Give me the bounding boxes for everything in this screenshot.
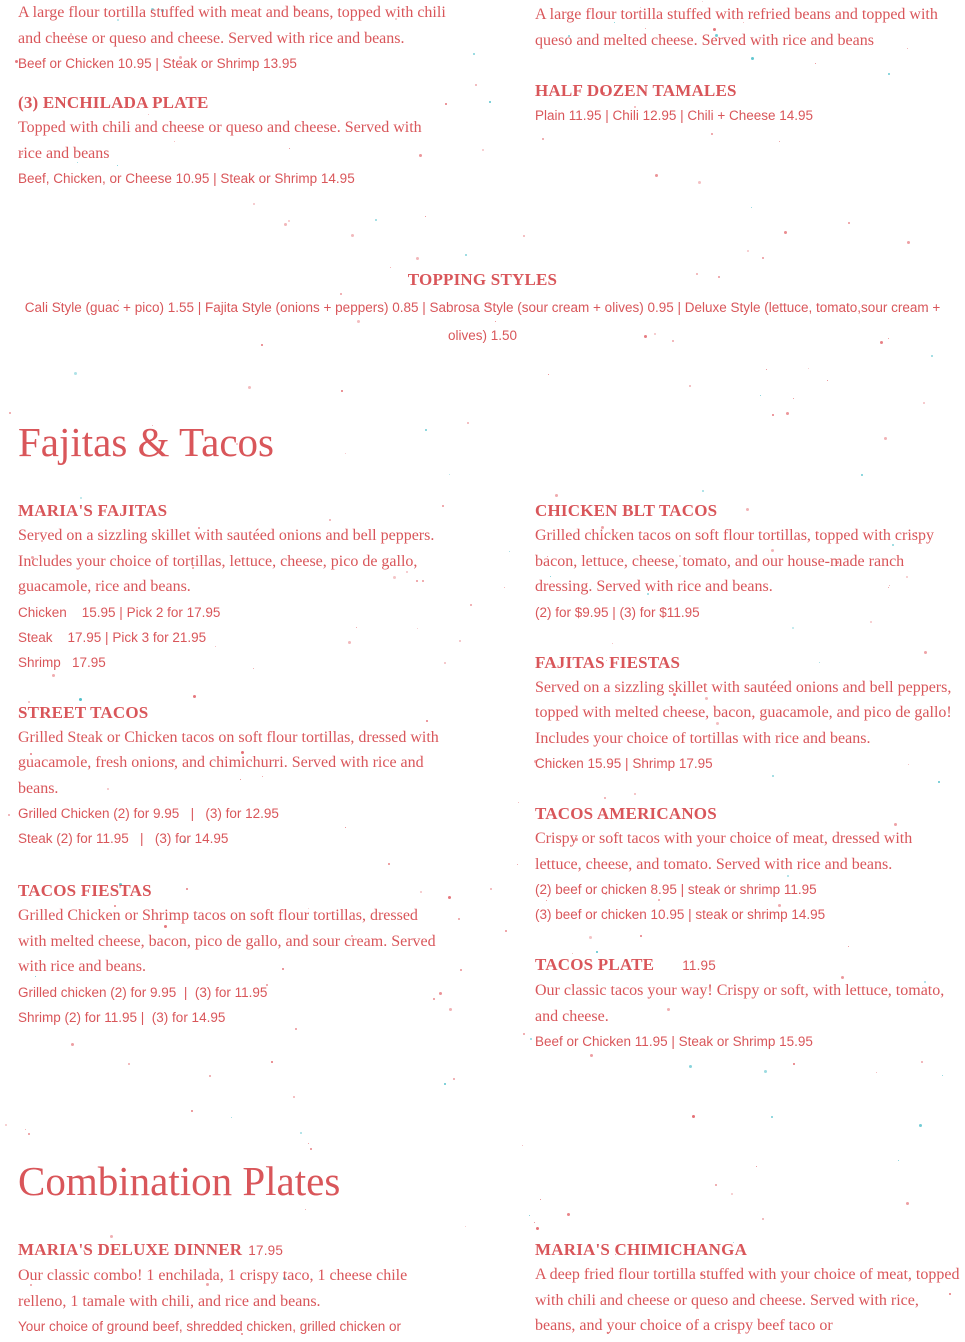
speckle — [808, 368, 809, 369]
item-price: Your choice of ground beef, shredded chicken, grilled chicken or — [18, 1319, 401, 1334]
topping-styles-line: olives) 1.50 — [447, 328, 518, 343]
speckle — [284, 223, 287, 226]
speckle — [523, 1033, 525, 1035]
item-title: MARIA'S CHIMICHANGA — [535, 1240, 748, 1259]
speckle — [766, 369, 767, 370]
menu-item — [535, 651, 960, 777]
fajitas-right-column — [535, 499, 960, 1054]
speckle — [288, 220, 290, 222]
item-title — [535, 953, 960, 978]
speckle — [655, 174, 658, 177]
menu-item — [18, 879, 448, 1030]
speckle — [555, 494, 558, 497]
menu-item — [18, 0, 448, 76]
speckle — [8, 814, 10, 816]
speckle — [425, 216, 426, 217]
speckle — [536, 1227, 539, 1230]
speckle — [128, 1063, 130, 1065]
speckle — [751, 207, 752, 208]
item-description: Grilled Chicken or Shrimp tacos on soft flour tortillas, dressed with melted cheese, bacon, pico de gallo, and sour cream. Served with rice and beans. — [18, 907, 436, 975]
section-title-fajitas-tacos: Fajitas & Tacos — [18, 419, 275, 465]
speckle — [567, 1213, 570, 1216]
speckle — [760, 395, 761, 396]
item-title-text: TACOS PLATE — [535, 955, 655, 974]
speckle — [28, 1133, 30, 1135]
speckle — [793, 1063, 795, 1065]
speckle — [5, 1124, 7, 1126]
speckle — [884, 437, 887, 440]
speckle — [473, 53, 475, 55]
speckle — [444, 1083, 446, 1085]
item-title: STREET TACOS — [18, 702, 149, 722]
speckle — [467, 422, 469, 424]
speckle — [542, 138, 544, 140]
speckle — [460, 969, 462, 971]
item-price: Steak (2) for 11.95 | (3) for 14.95 — [18, 831, 229, 846]
speckle — [698, 181, 701, 184]
speckle — [762, 1218, 764, 1220]
speckle — [772, 414, 774, 416]
speckle — [861, 474, 863, 476]
speckle — [942, 1075, 943, 1076]
speckle — [923, 402, 925, 404]
item-title: (3) ENCHILADA PLATE — [18, 93, 209, 112]
speckle — [906, 1202, 909, 1205]
speckle — [71, 1043, 74, 1046]
item-title-text: MARIA'S DELUXE DINNER — [18, 1240, 243, 1259]
item-price: Chicken 15.95 | Pick 2 for 17.95 — [18, 604, 221, 620]
speckle — [715, 1184, 717, 1186]
speckle — [793, 398, 794, 399]
speckle — [375, 219, 377, 221]
speckle — [341, 390, 343, 392]
menu-item — [18, 499, 448, 675]
item-price: Chicken 15.95 | Shrimp 17.95 — [535, 756, 713, 771]
topping-styles-line: Cali Style (guac + pico) 1.55 | Fajita Style (onions + peppers) 0.85 | Sabrosa Style (sour cream + olives) 0.95 | Deluxe Style (lettuce, tomato,sour cream + — [24, 300, 941, 315]
speckle — [517, 864, 518, 865]
item-price: Steak 17.95 | Pick 3 for 21.95 — [18, 629, 207, 645]
speckle — [351, 234, 354, 237]
speckle — [465, 254, 467, 256]
speckle — [522, 1145, 523, 1146]
topping-styles — [0, 268, 965, 350]
item-title-price: 17.95 — [248, 1243, 284, 1258]
menu-item — [535, 1238, 960, 1339]
item-price: Beef or Chicken 10.95 | Steak or Shrimp 13.95 — [18, 56, 297, 71]
speckle — [300, 1132, 302, 1134]
item-title: MARIA'S FAJITAS — [18, 501, 168, 520]
menu-item — [535, 499, 960, 625]
item-price: (2) for $9.95 | (3) for $11.95 — [535, 604, 700, 620]
speckle — [689, 385, 691, 387]
item-description: A large flour tortilla stuffed with refried beans and topped with queso and melted cheese. Served with rice and beans — [535, 6, 938, 49]
speckle — [209, 1075, 211, 1077]
speckle — [848, 222, 850, 224]
speckle — [345, 453, 346, 454]
item-description: A deep fried flour tortilla stuffed with your choice of meat, topped with chili and cheese or queso and cheese. Served with rice, beans, and your choice of a crispy beef taco or — [535, 1266, 960, 1334]
menu-item — [535, 802, 960, 927]
item-title: FAJITAS FIESTAS — [535, 652, 681, 672]
combos-left-column — [18, 1238, 448, 1339]
speckle — [523, 235, 525, 237]
speckle — [931, 355, 933, 357]
speckle — [692, 1115, 695, 1118]
speckle — [919, 1124, 922, 1127]
item-price: Beef, Chicken, or Cheese 10.95 | Steak or Shrimp 14.95 — [18, 171, 355, 186]
speckle — [470, 604, 472, 606]
speckle — [509, 551, 510, 552]
speckle — [271, 1061, 273, 1063]
speckle — [416, 257, 419, 260]
menu-item — [535, 2, 960, 53]
speckle — [449, 474, 450, 475]
item-description: Our classic tacos your way! Crispy or soft, with lettuce, tomato, and cheese. — [535, 982, 945, 1025]
speckle — [489, 101, 491, 103]
menu-item — [535, 79, 960, 128]
speckle — [25, 1129, 26, 1130]
speckle — [459, 640, 461, 642]
speckle — [779, 141, 780, 142]
speckle — [475, 84, 477, 86]
speckle — [518, 802, 519, 803]
speckle — [74, 372, 77, 375]
item-price: Plain 11.95 | Chili 12.95 | Chili + Cheese 14.95 — [535, 108, 814, 123]
item-price: Grilled Chicken (2) for 9.95 | (3) for 12.95 — [18, 806, 279, 821]
speckle — [548, 374, 549, 375]
speckle — [907, 241, 910, 244]
menu-item — [18, 701, 448, 852]
item-description: Grilled chicken tacos on soft flour tortillas, topped with crispy bacon, lettuce, cheese, tomato, and our house-made ranch dressing. Served with rice and beans. — [535, 527, 935, 595]
item-price: Grilled chicken (2) for 9.95 | (3) for 11.95 — [18, 984, 268, 1000]
speckle — [504, 587, 505, 588]
item-price: Beef or Chicken 11.95 | Steak or Shrimp 15.95 — [535, 1034, 813, 1049]
speckle — [231, 1117, 232, 1118]
speckle — [784, 231, 787, 234]
item-title — [18, 1238, 448, 1263]
topping-styles-title: TOPPING STYLES — [407, 270, 558, 289]
item-title: TACOS AMERICANOS — [535, 804, 717, 823]
item-description: Grilled Steak or Chicken tacos on soft flour tortillas, dressed with guacamole, fresh onions, and chimichurri. Served with rice and beans. — [18, 728, 439, 797]
speckle — [465, 1226, 466, 1227]
speckle — [747, 250, 749, 252]
speckle — [898, 1160, 899, 1161]
speckle — [458, 918, 460, 920]
speckle — [191, 1110, 193, 1112]
speckle — [9, 412, 11, 414]
speckle — [540, 1199, 541, 1200]
speckle — [425, 429, 427, 431]
speckle — [530, 1038, 532, 1040]
item-description: Served on a sizzling skillet with sautéed onions and bell peppers. Includes your choice of tortillas, lettuce, cheese, pico de gallo, guacamole, rice and beans. — [18, 527, 435, 595]
item-description: A large flour tortilla stuffed with meat and beans, topped with chili and cheese or queso and cheese. Served with rice and beans. — [18, 4, 446, 47]
speckle — [756, 1166, 757, 1167]
speckle — [253, 203, 255, 205]
speckle — [293, 1096, 295, 1098]
menu-item — [18, 91, 448, 191]
speckle — [482, 149, 484, 151]
speckle — [702, 490, 704, 492]
item-title-price: 11.95 — [682, 958, 716, 973]
speckle — [490, 888, 492, 890]
item-title: CHICKEN BLT TACOS — [535, 501, 718, 520]
speckle — [305, 1209, 306, 1210]
speckle — [449, 1008, 452, 1011]
menu-item — [18, 1238, 448, 1339]
speckle — [711, 133, 713, 135]
speckle — [505, 930, 507, 932]
item-description: Topped with chili and cheese or queso and cheese. Served with rice and beans — [18, 119, 422, 162]
speckle — [689, 1065, 692, 1068]
item-title: TACOS FIESTAS — [18, 881, 152, 900]
speckle — [310, 1148, 312, 1150]
item-description: Served on a sizzling skillet with sautéed onions and bell peppers, topped with melted cheese, bacon, guacamole, and pico de gallo! Includes your choice of tortillas with rice and beans. — [535, 678, 952, 747]
speckle — [529, 1215, 530, 1216]
speckle — [308, 1143, 309, 1144]
combos-right-column — [535, 1238, 960, 1339]
speckle — [762, 257, 764, 259]
item-description: Our classic combo! 1 enchilada, 1 crispy taco, 1 cheese chile relleno, 1 tamale with chili, and rice and beans. — [18, 1267, 408, 1310]
item-price: (2) beef or chicken 8.95 | steak or shrimp 11.95 — [535, 882, 817, 897]
speckle — [731, 1193, 733, 1195]
speckle — [786, 412, 789, 415]
top-right-column — [535, 2, 960, 128]
speckle — [448, 896, 451, 899]
item-price: (3) beef or chicken 10.95 | steak or shrimp 14.95 — [535, 907, 826, 922]
item-title: HALF DOZEN TAMALES — [535, 81, 737, 100]
speckle — [590, 1054, 593, 1057]
top-left-column — [18, 0, 448, 191]
speckle — [771, 1116, 773, 1118]
section-title-combination-plates: Combination Plates — [18, 1158, 341, 1204]
speckle — [827, 380, 828, 381]
item-description: Crispy or soft tacos with your choice of meat, dressed with lettuce, cheese, and tomato. Served with rice and beans. — [535, 830, 913, 873]
speckle — [764, 1070, 767, 1073]
speckle — [534, 1222, 535, 1223]
speckle — [921, 1061, 923, 1063]
menu-item — [535, 953, 960, 1054]
speckle — [248, 386, 251, 389]
item-price: Shrimp 17.95 — [18, 654, 106, 670]
fajitas-left-column — [18, 499, 448, 1030]
item-price: Shrimp (2) for 11.95 | (3) for 14.95 — [18, 1009, 226, 1025]
speckle — [453, 1078, 455, 1080]
speckle — [876, 1072, 877, 1073]
